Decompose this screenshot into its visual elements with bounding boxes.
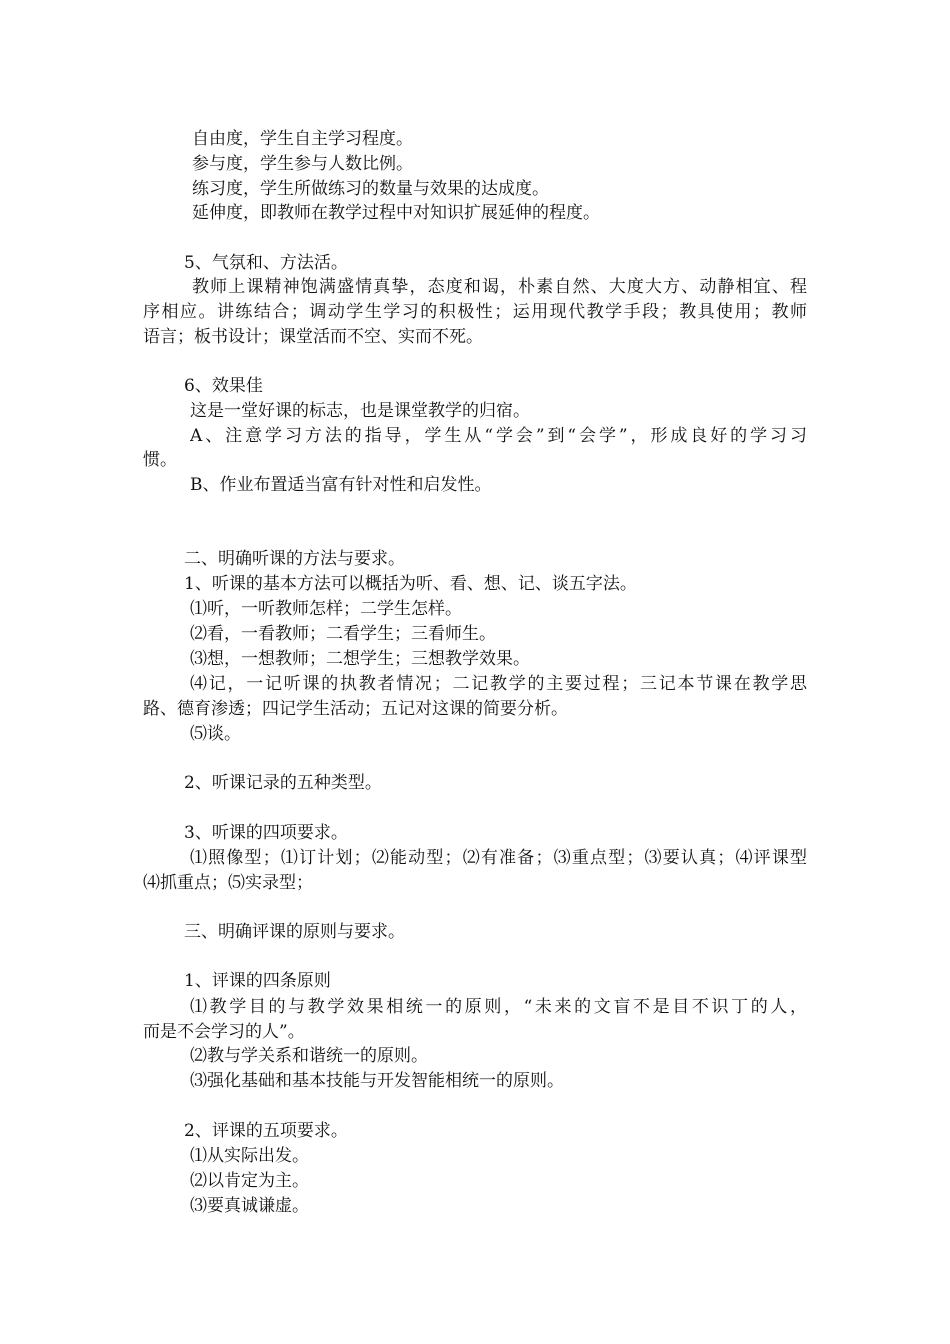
text-line: ⑴从实际出发。 bbox=[190, 1146, 309, 1166]
text-line: B、作业布置适当富有针对性和启发性。 bbox=[190, 475, 492, 495]
text-line: ⑴照像型；⑴订计划；⑵能动型；⑵有准备；⑶重点型；⑶要认真；⑷评课型 bbox=[190, 848, 807, 868]
text-line: 延伸度，即教师在教学过程中对知识扩展延伸的程度。 bbox=[192, 203, 600, 223]
section-heading: 2、评课的五项要求。 bbox=[184, 1121, 348, 1141]
section-heading: 3、听课的四项要求。 bbox=[184, 823, 348, 843]
text-line: 路、德育渗透；四记学生活动；五记对这课的简要分析。 bbox=[143, 699, 568, 719]
section-heading: 5、气氛和、方法活。 bbox=[184, 253, 348, 273]
text-line: 参与度，学生参与人数比例。 bbox=[192, 154, 413, 174]
text-line: 而是不会学习的人”。 bbox=[143, 1022, 305, 1042]
text-line: ⑶要真诚谦虚。 bbox=[190, 1196, 309, 1216]
text-line: 这是一堂好课的标志，也是课堂教学的归宿。 bbox=[190, 401, 530, 421]
text-line: ⑴教学目的与教学效果相统一的原则，“未来的文盲不是目不识丁的人， bbox=[190, 997, 807, 1017]
text-line: 练习度，学生所做练习的数量与效果的达成度。 bbox=[192, 179, 549, 199]
text-line: 语言；板书设计；课堂活而不空、实而不死。 bbox=[143, 327, 483, 347]
text-line: 序相应。讲练结合；调动学生学习的积极性；运用现代教学手段；教具使用；教师 bbox=[143, 302, 807, 322]
text-line: ⑵看，一看教师；二看学生；三看师生。 bbox=[190, 624, 496, 644]
text-line: ⑵教与学关系和谐统一的原则。 bbox=[190, 1046, 428, 1066]
section-heading: 三、明确评课的原则与要求。 bbox=[184, 922, 405, 942]
section-heading: 6、效果佳 bbox=[184, 376, 263, 396]
text-line: ⑶想，一想教师；二想学生；三想教学效果。 bbox=[190, 649, 530, 669]
text-line: ⑴听，一听教师怎样；二学生怎样。 bbox=[190, 599, 462, 619]
text-line: ⑸谈。 bbox=[190, 724, 241, 744]
text-line: 教师上课精神饱满盛情真挚，态度和谒，朴素自然、大度大方、动静相宜、程 bbox=[192, 277, 807, 297]
text-line: 1、听课的基本方法可以概括为听、看、想、记、谈五字法。 bbox=[184, 574, 637, 594]
section-heading: 二、明确听课的方法与要求。 bbox=[184, 549, 405, 569]
text-line: ⑵以肯定为主。 bbox=[190, 1171, 309, 1191]
section-heading: 1、评课的四条原则 bbox=[184, 971, 331, 991]
text-line: ⑷抓重点；⑸实录型； bbox=[143, 873, 313, 893]
section-heading: 2、听课记录的五种类型。 bbox=[184, 773, 382, 793]
text-line: 惯。 bbox=[143, 450, 177, 470]
text-line: A、注意学习方法的指导，学生从“学会”到“会学”，形成良好的学习习 bbox=[190, 426, 807, 446]
text-line: ⑶强化基础和基本技能与开发智能相统一的原则。 bbox=[190, 1071, 564, 1091]
text-line: ⑷记，一记听课的执教者情况；二记教学的主要过程；三记本节课在教学思 bbox=[190, 674, 807, 694]
text-line: 自由度，学生自主学习程度。 bbox=[192, 129, 413, 149]
